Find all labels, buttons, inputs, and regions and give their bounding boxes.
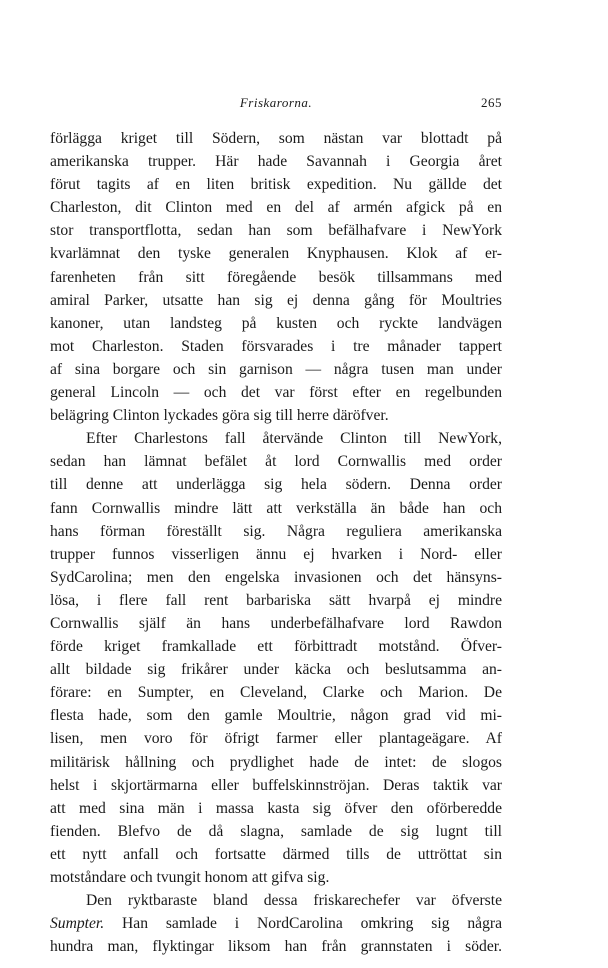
- text-line: förare: en Sumpter, en Cleveland, Clarke och Marion. De: [50, 684, 502, 702]
- text-line: trupper funnos visserligen ännu ej hvarken i Nord- eller: [50, 545, 502, 563]
- text-line: general Lincoln — och det var först efter en regelbunden: [50, 384, 502, 402]
- text-line: lisen, men voro för öfrigt farmer eller plantageägare. Af: [50, 730, 502, 748]
- text-line: till denne att underlägga sig hela södern. Denna order: [50, 476, 502, 494]
- text-line: sedan han lämnat befälet åt lord Cornwallis med order: [50, 453, 502, 471]
- text-line: motståndare och tvungit honom att gifva sig.: [50, 869, 330, 886]
- text-line: fienden. Blefvo de då slagna, samlade de sig lugnt till: [50, 822, 502, 840]
- paragraph-2: [50, 427, 502, 889]
- text-line: Cornwallis själf än hans underbefälhafvare lord Rawdon: [50, 614, 502, 632]
- text-line: Sumpter. Han samlade i NordCarolina omkring sig några: [50, 915, 502, 933]
- text-line: förut tagits af en liten britisk expedition. Nu gällde det: [50, 176, 502, 194]
- text-line: af sina borgare och sin garnison — några tusen man under: [50, 360, 502, 378]
- text-line: fann Cornwallis mindre lätt att verkställa än både han och: [50, 499, 502, 517]
- text-line: lösa, i flere fall rent barbariska sätt hvarpå ej mindre: [50, 591, 502, 609]
- text-line: amiral Parker, utsatte han sig ej denna gång för Moultries: [50, 291, 502, 309]
- text-line: Den ryktbaraste bland dessa friskarechefer var öfverste: [86, 892, 502, 910]
- text-line: hans förman föreställt sig. Några reguliera amerikanska: [50, 522, 502, 540]
- text-line: hundra man, flyktingar liksom han från grannstaten i söder.: [50, 938, 502, 956]
- text-line: mot Charleston. Staden försvarades i tre månader tappert: [50, 337, 502, 355]
- text-line: ett nytt anfall och fortsatte därmed tills de uttröttat sin: [50, 845, 502, 863]
- text-line: amerikanska trupper. Här hade Savannah i Georgia året: [50, 153, 502, 171]
- text-line: förlägga kriget till Södern, som nästan var blottadt på: [50, 130, 502, 147]
- text-line: farenheten från sitt föregående besök tillsammans med: [50, 268, 502, 286]
- text-line: SydCarolina; men den engelska invasionen och det hänsyns-: [50, 568, 502, 586]
- text-line: helst i skjortärmarna eller buffelskinnströjan. Deras taktik var: [50, 776, 502, 794]
- text-line: stor transportflotta, sedan han som befälhafvare i NewYork: [50, 222, 502, 240]
- text-line: att med sina män i massa kasta sig öfver den oförberedde: [50, 799, 502, 817]
- text-line: belägring Clinton lyckades göra sig till herre däröfver.: [50, 407, 389, 425]
- emphasized-name: Sumpter.: [50, 915, 105, 933]
- text-line: militärisk hållning och prydlighet hade de intet: de slogos: [50, 753, 502, 771]
- running-head: [50, 95, 502, 121]
- book-page: [50, 95, 502, 958]
- paragraph-3: [50, 889, 502, 958]
- paragraph-1: [50, 127, 502, 427]
- text-line: Efter Charlestons fall återvände Clinton till NewYork,: [86, 430, 502, 448]
- text-line: allt bildade sig frikårer under käcka och beslutsamma an-: [50, 661, 502, 679]
- text-line: flesta hade, som den gamle Moultrie, någon grad vid mi-: [50, 707, 502, 725]
- body-text: [50, 127, 502, 958]
- text-line: Charleston, dit Clinton med en del af armén afgick på en: [50, 199, 502, 217]
- text-line: kanoner, utan landsteg på kusten och ryckte landvägen: [50, 314, 502, 332]
- page-number: 265: [481, 95, 502, 110]
- text-line: förde kriget framkallade ett förbittradt motstånd. Öfver-: [50, 638, 502, 656]
- text-line: kvarlämnat den tyske generalen Knyphausen. Klok af er-: [50, 245, 502, 263]
- running-title: Friskarorna.: [239, 95, 313, 110]
